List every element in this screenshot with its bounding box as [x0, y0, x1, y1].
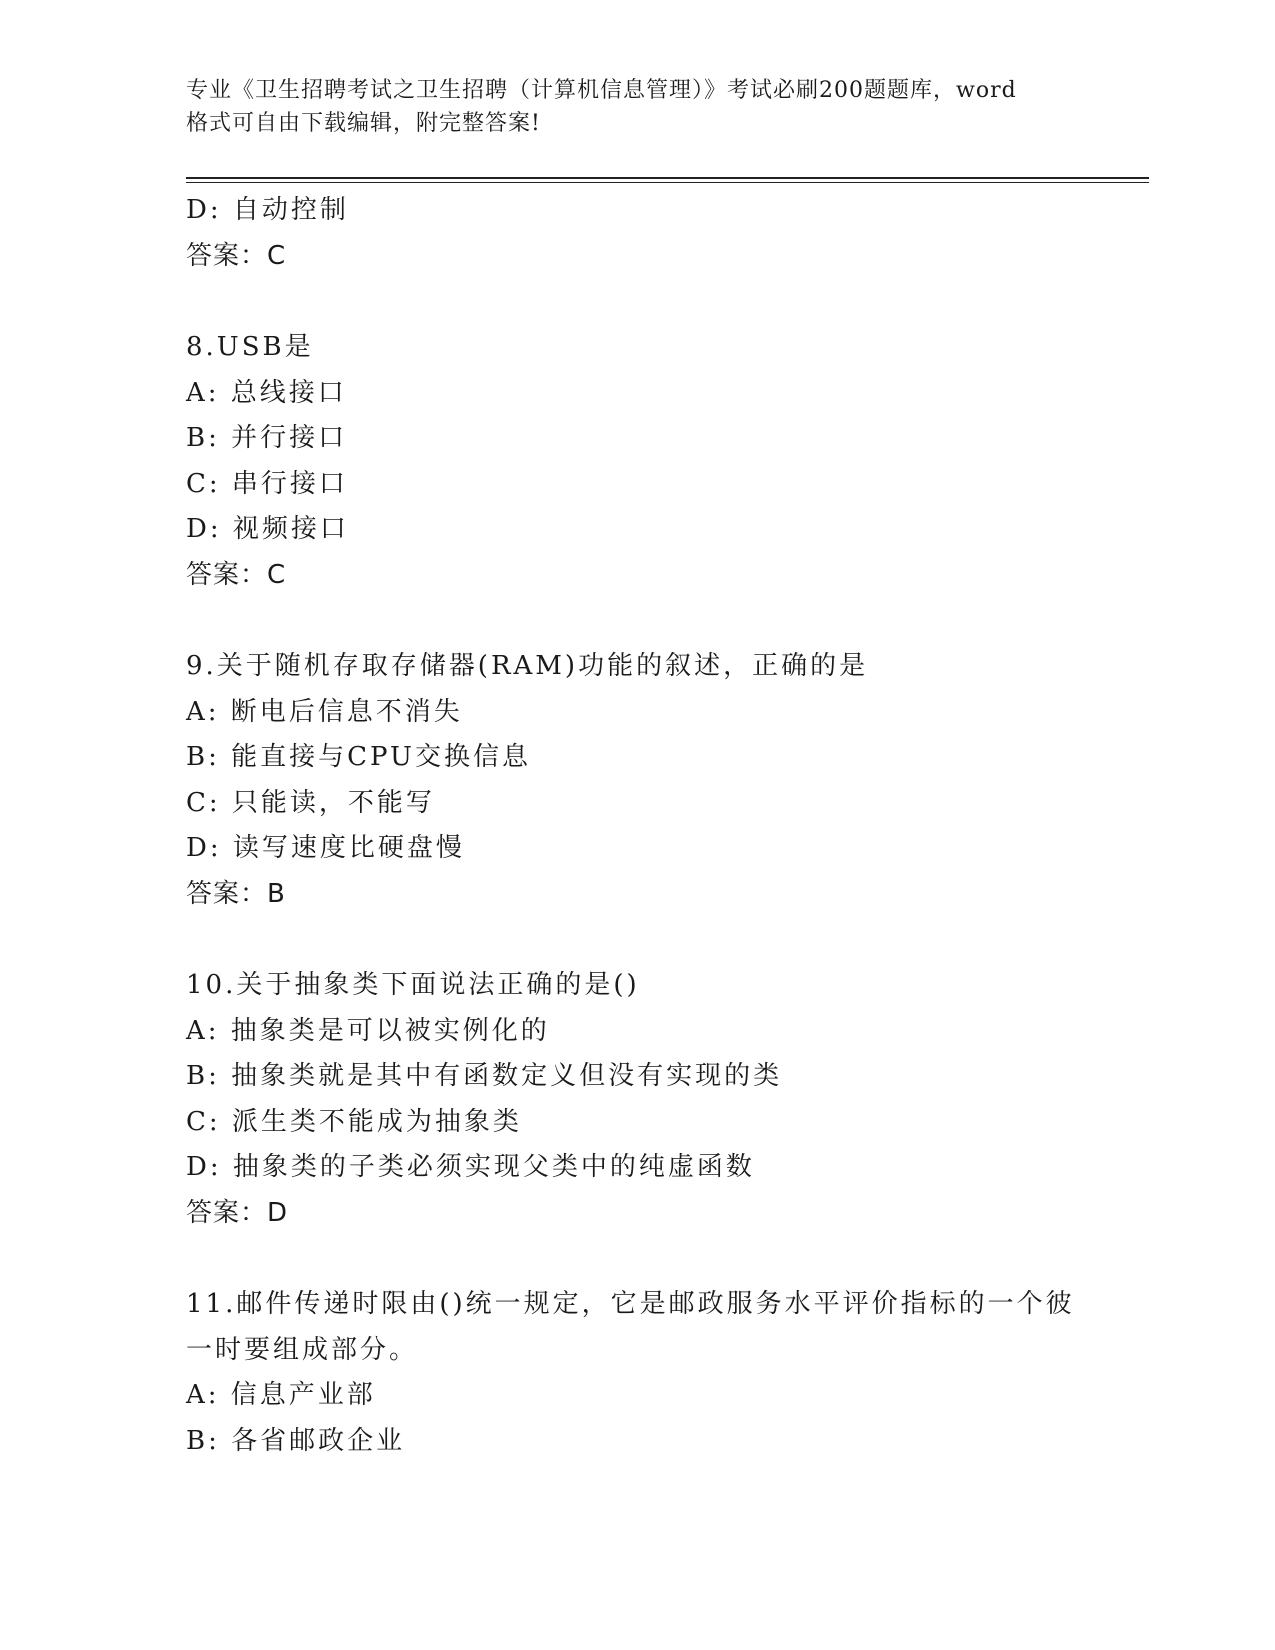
spacer — [186, 598, 1086, 644]
q9-option-b: B: 能直接与CPU交换信息 — [186, 742, 531, 772]
q7-answer: 答案：C — [186, 240, 287, 271]
q11-question-line-2: 一时要组成部分。 — [186, 1334, 419, 1365]
q10-option-b: B: 抽象类就是其中有函数定义但没有实现的类 — [186, 1061, 783, 1091]
q8-option-c: C: 串行接口 — [186, 468, 348, 499]
question-8 — [186, 325, 1086, 598]
q8-option-a: A: 总线接口 — [186, 377, 347, 408]
q11-question-line-1: 11.邮件传递时限由()统一规定，它是邮政服务水平评价指标的一个彼 — [186, 1289, 1075, 1319]
q8-option-d: D: 视频接口 — [186, 514, 349, 544]
q10-option-a: A: 抽象类是可以被实例化的 — [186, 1015, 550, 1046]
q10-option-d: D: 抽象类的子类必须实现父类中的纯虚函数 — [186, 1152, 755, 1182]
q10-question: 10.关于抽象类下面说法正确的是() — [186, 970, 640, 1000]
question-9 — [186, 644, 1086, 917]
spacer — [186, 917, 1086, 963]
q10-answer: 答案：D — [186, 1197, 289, 1228]
header-title-line-1: 专业《卫生招聘考试之卫生招聘（计算机信息管理）》考试必刷200题题库，word — [186, 78, 1017, 103]
q9-question: 9.关于随机存取存储器(RAM)功能的叙述，正确的是 — [186, 651, 869, 681]
q11-option-a: A: 信息产业部 — [186, 1380, 376, 1410]
q9-option-d: D: 读写速度比硬盘慢 — [186, 833, 465, 863]
question-7-tail — [186, 188, 1086, 279]
question-11 — [186, 1282, 1086, 1464]
q11-option-b: B: 各省邮政企业 — [186, 1425, 406, 1456]
q8-option-b: B: 并行接口 — [186, 423, 348, 453]
header-divider-thick — [186, 177, 1149, 179]
q9-option-c: C: 只能读，不能写 — [186, 787, 435, 818]
q9-answer: 答案：B — [186, 878, 286, 909]
q9-option-a: A: 断电后信息不消失 — [186, 696, 463, 727]
question-list — [186, 188, 1086, 1464]
q8-answer: 答案：C — [186, 559, 287, 590]
q7-option-d: D: 自动控制 — [186, 195, 349, 225]
q8-question: 8.USB是 — [186, 332, 314, 362]
question-10 — [186, 963, 1086, 1236]
header-title-line-2: 格式可自由下载编辑，附完整答案! — [186, 111, 541, 136]
q10-option-c: C: 派生类不能成为抽象类 — [186, 1106, 522, 1137]
spacer — [186, 1236, 1086, 1282]
spacer — [186, 279, 1086, 325]
document-header — [186, 74, 1086, 140]
header-divider-thin — [186, 182, 1149, 183]
